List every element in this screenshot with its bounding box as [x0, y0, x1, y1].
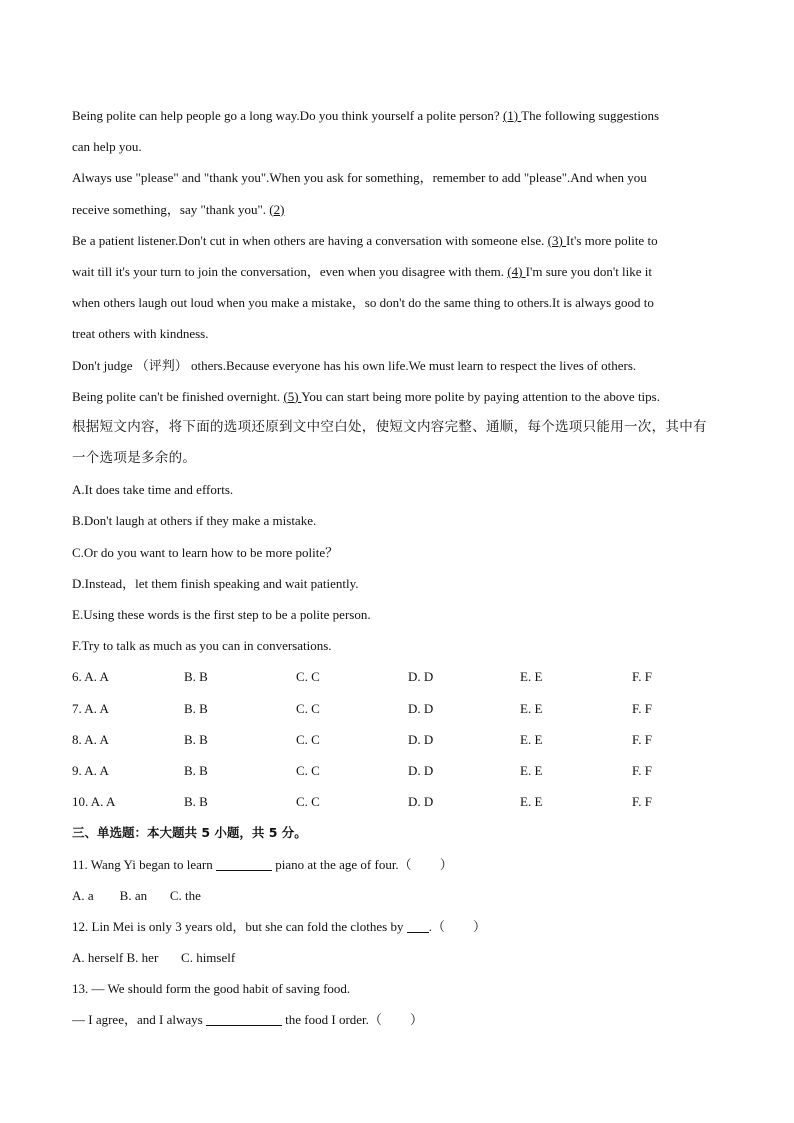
question-text: — I agree，and I always — [72, 1012, 206, 1028]
instructions-line-2: 一个选项是多余的。 — [72, 450, 197, 467]
passage-text: wait till it's your turn to join the conversation，even when you disagree with them. — [72, 263, 508, 279]
passage-line-7: when others laugh out loud when you make a mistake，so don't do the same thing to others.It is always good to — [72, 295, 654, 311]
question-12 — [72, 911, 722, 942]
choice-d[interactable]: D. D — [408, 794, 434, 810]
passage-text: Be a patient listener.Don't cut in when others are having a conversation with someone else. — [72, 232, 548, 248]
choice-c[interactable]: C. C — [296, 731, 320, 747]
choice-f[interactable]: F. F — [632, 794, 652, 810]
choice-e[interactable]: E. E — [520, 700, 543, 716]
question-text: piano at the age of four.（ — [271, 856, 412, 872]
choice-b[interactable]: B. B — [184, 762, 208, 778]
choice-a[interactable]: 8. A. A — [72, 731, 109, 747]
choice-b[interactable]: B. B — [184, 669, 208, 685]
passage-text: receive something，say "thank you". — [72, 201, 270, 217]
choice-b[interactable]: B. B — [184, 731, 208, 747]
answer-blank — [407, 918, 429, 933]
passage-line-2: can help you. — [72, 139, 142, 155]
choice-d[interactable]: D. D — [408, 669, 434, 685]
choice-d[interactable]: D. D — [408, 731, 434, 747]
passage-text: I'm sure you don't like it — [525, 263, 653, 279]
choice-e[interactable]: E. E — [520, 794, 543, 810]
option-e: E.Using these words is the first step to be a polite person. — [72, 607, 371, 622]
answer-row-9 — [72, 755, 722, 786]
answer-blank — [206, 1011, 282, 1026]
question-13-reply — [72, 1004, 722, 1035]
choice-e[interactable]: E. E — [520, 762, 543, 778]
question-text: ） — [409, 1012, 423, 1028]
answer-blank — [216, 856, 272, 871]
choice-b[interactable]: B. B — [184, 700, 208, 716]
choice-e[interactable]: E. E — [520, 731, 543, 747]
passage-text: The following suggestions — [521, 108, 660, 123]
choice-a[interactable]: 10. A. A — [72, 794, 116, 810]
passage-line-9: Don't judge （评判） others.Because everyone has his own life.We must learn to respect the lives of others. — [72, 357, 637, 373]
blank-5-marker: (5) — [283, 388, 302, 404]
section-header: 三、单选题：本大题共 5 小题，共 5 分。 — [72, 825, 307, 841]
choice-b[interactable]: B. B — [184, 794, 208, 810]
blank-2-marker: (2) — [269, 201, 285, 217]
question-text: ） — [472, 918, 486, 934]
passage-text: Being polite can't be finished overnight. — [72, 388, 284, 404]
choice-a[interactable]: 7. A. A — [72, 700, 109, 716]
option-a: A.It does take time and efforts. — [72, 482, 234, 498]
option-b: B.Don't laugh at others if they make a mistake. — [72, 513, 317, 529]
answer-row-10 — [72, 786, 722, 817]
passage-line-1 — [72, 100, 722, 131]
question-11 — [72, 849, 722, 880]
passage-text: Being polite can help people go a long way.Do you think yourself a polite person? — [72, 108, 503, 123]
choice-a[interactable]: 6. A. A — [72, 669, 109, 685]
choice-f[interactable]: F. F — [632, 762, 652, 778]
option-c: C.Or do you want to learn how to be more polite？ — [72, 544, 339, 560]
choice-a[interactable]: 9. A. A — [72, 762, 109, 778]
choice-c[interactable]: C. C — [296, 762, 320, 778]
choice-d[interactable]: D. D — [408, 762, 434, 778]
choice-c[interactable]: C. C — [296, 794, 320, 810]
choice-d[interactable]: D. D — [408, 700, 434, 716]
question-11-choices: A. a B. an C. the — [72, 887, 201, 903]
passage-line-8: treat others with kindness. — [72, 326, 209, 342]
passage-line-4 — [72, 194, 722, 225]
blank-3-marker: (3) — [547, 232, 567, 248]
passage-text: It's more polite to — [566, 232, 658, 248]
question-text: .（ — [428, 918, 445, 934]
exam-page — [72, 100, 722, 1036]
blank-1-marker: (1) — [502, 108, 522, 123]
question-text: the food I order.（ — [281, 1012, 382, 1028]
option-d: D.Instead，let them finish speaking and wait patiently. — [72, 575, 359, 591]
passage-line-5 — [72, 225, 722, 256]
choice-c[interactable]: C. C — [296, 669, 320, 685]
answer-row-8 — [72, 724, 722, 755]
question-13: 13. — We should form the good habit of saving food. — [72, 981, 351, 997]
passage-line-10 — [72, 381, 722, 412]
choice-f[interactable]: F. F — [632, 731, 652, 747]
question-text: ） — [439, 856, 453, 872]
question-12-choices: A. herself B. her C. himself — [72, 950, 236, 966]
choice-c[interactable]: C. C — [296, 700, 320, 716]
option-f: F.Try to talk as much as you can in conversations. — [72, 638, 332, 654]
answer-row-7 — [72, 693, 722, 724]
blank-4-marker: (4) — [507, 263, 526, 279]
instructions-line-1: 根据短文内容，将下面的选项还原到文中空白处，使短文内容完整、通顺，每个选项只能用一次，其中有 — [72, 418, 707, 435]
passage-line-3: Always use "please" and "thank you".When you ask for something，remember to add "please".And when you — [72, 170, 647, 186]
question-text: 11. Wang Yi began to learn — [72, 856, 216, 872]
passage-line-6 — [72, 256, 722, 287]
question-text: 12. Lin Mei is only 3 years old，but she can fold the clothes by — [72, 918, 407, 934]
passage-text: You can start being more polite by paying attention to the above tips. — [301, 388, 660, 404]
choice-f[interactable]: F. F — [632, 669, 652, 685]
answer-row-6 — [72, 661, 722, 692]
choice-f[interactable]: F. F — [632, 700, 652, 716]
choice-e[interactable]: E. E — [520, 669, 543, 685]
